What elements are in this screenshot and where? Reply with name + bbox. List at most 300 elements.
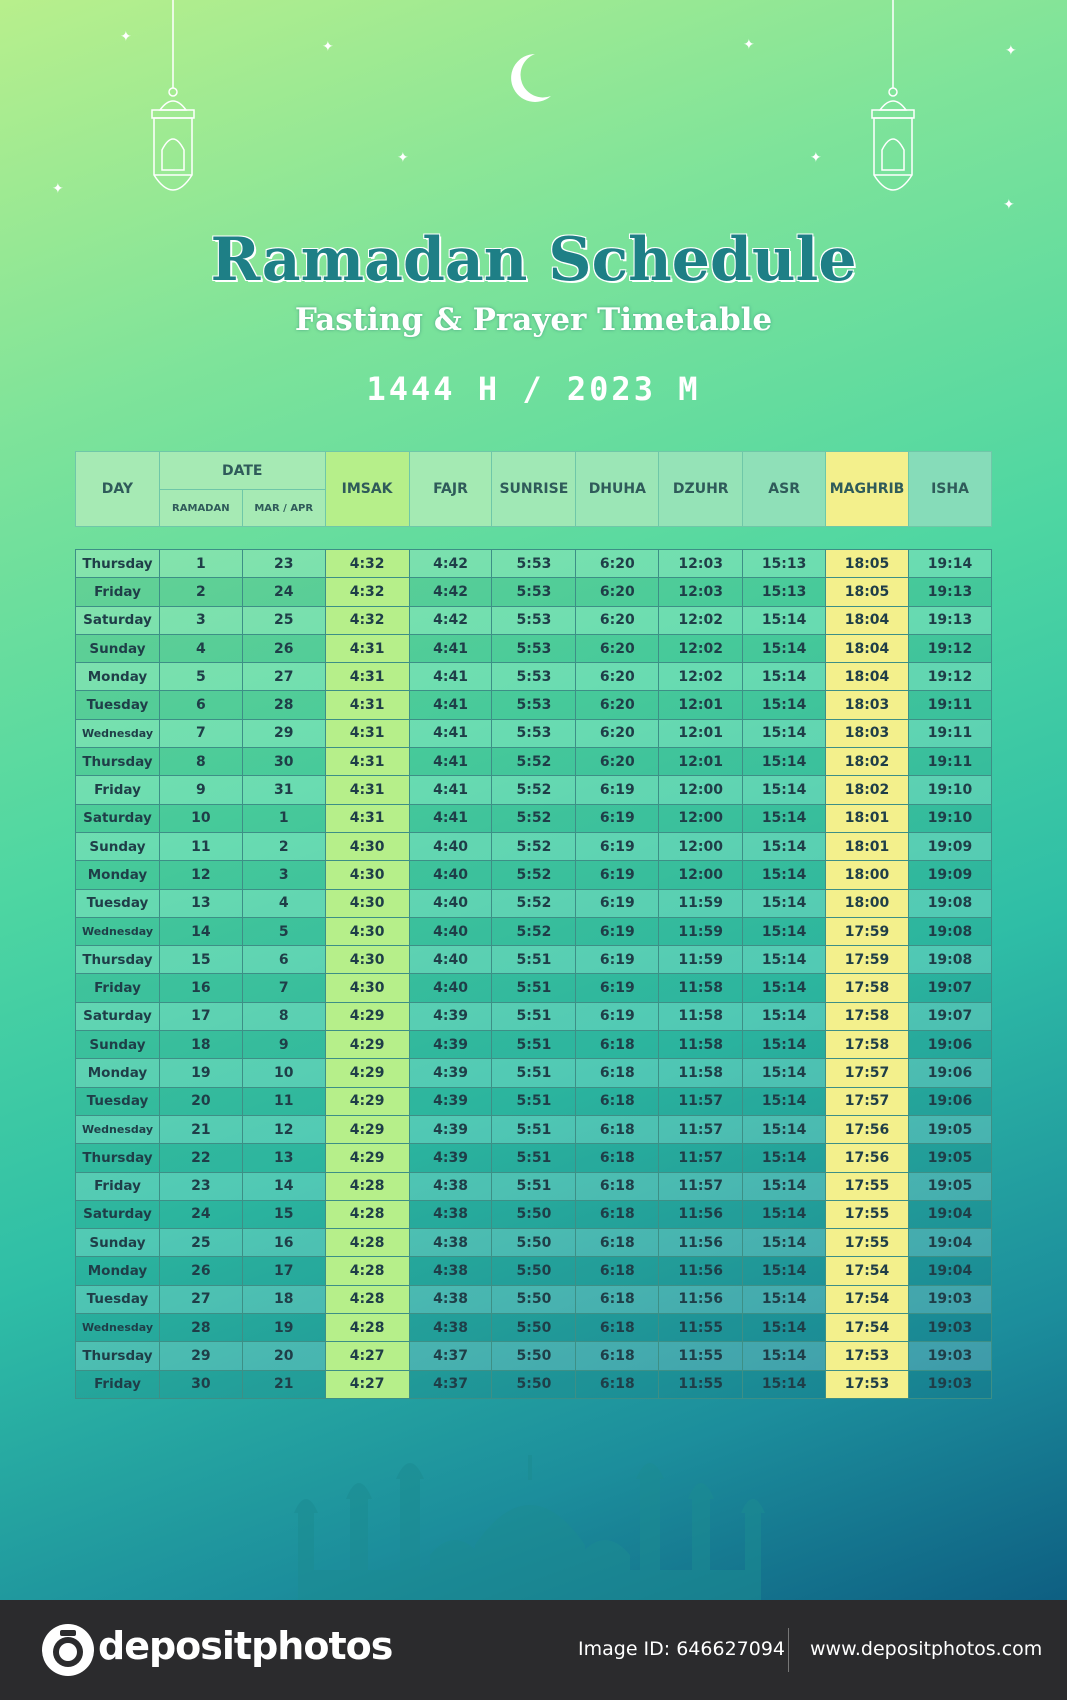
cell-dzuhr: 12:01 xyxy=(659,691,743,719)
cell-day: Friday xyxy=(76,1172,160,1200)
header-imsak: IMSAK xyxy=(325,452,409,527)
cell-day: Wednesday xyxy=(76,1115,160,1143)
cell-isha: 19:14 xyxy=(908,550,991,578)
cell-dzuhr: 11:58 xyxy=(659,1031,743,1059)
cell-isha: 19:04 xyxy=(908,1257,991,1285)
cell-date: 5 xyxy=(242,917,325,945)
cell-imsak: 4:29 xyxy=(325,1031,409,1059)
table-row xyxy=(76,1059,992,1087)
cell-ramadan: 6 xyxy=(159,691,242,719)
cell-sunrise: 5:50 xyxy=(492,1200,576,1228)
cell-date: 10 xyxy=(242,1059,325,1087)
cell-imsak: 4:29 xyxy=(325,1115,409,1143)
cell-imsak: 4:31 xyxy=(325,663,409,691)
cell-dzuhr: 11:57 xyxy=(659,1144,743,1172)
cell-date: 27 xyxy=(242,663,325,691)
cell-imsak: 4:32 xyxy=(325,578,409,606)
cell-fajr: 4:37 xyxy=(409,1370,492,1398)
cell-fajr: 4:42 xyxy=(409,550,492,578)
cell-maghrib: 17:58 xyxy=(826,974,909,1002)
cell-maghrib: 17:56 xyxy=(826,1144,909,1172)
cell-imsak: 4:30 xyxy=(325,917,409,945)
cell-isha: 19:03 xyxy=(908,1342,991,1370)
cell-maghrib: 18:04 xyxy=(826,606,909,634)
cell-imsak: 4:30 xyxy=(325,861,409,889)
cell-dhuha: 6:20 xyxy=(576,578,659,606)
cell-maghrib: 17:57 xyxy=(826,1087,909,1115)
cell-day: Wednesday xyxy=(76,917,160,945)
cell-imsak: 4:30 xyxy=(325,974,409,1002)
footer-divider xyxy=(788,1628,789,1672)
cell-ramadan: 13 xyxy=(159,889,242,917)
cell-ramadan: 17 xyxy=(159,1002,242,1030)
cell-asr: 15:14 xyxy=(743,1370,826,1398)
cell-fajr: 4:38 xyxy=(409,1172,492,1200)
cell-dhuha: 6:18 xyxy=(576,1370,659,1398)
table-row xyxy=(76,1229,992,1257)
cell-dhuha: 6:19 xyxy=(576,804,659,832)
cell-dzuhr: 11:59 xyxy=(659,889,743,917)
cell-day: Tuesday xyxy=(76,889,160,917)
cell-isha: 19:06 xyxy=(908,1059,991,1087)
cell-day: Saturday xyxy=(76,804,160,832)
cell-day: Tuesday xyxy=(76,1087,160,1115)
cell-isha: 19:11 xyxy=(908,719,991,747)
cell-day: Thursday xyxy=(76,1342,160,1370)
cell-imsak: 4:27 xyxy=(325,1370,409,1398)
cell-sunrise: 5:52 xyxy=(492,776,576,804)
cell-dhuha: 6:20 xyxy=(576,719,659,747)
cell-dhuha: 6:18 xyxy=(576,1229,659,1257)
cell-dzuhr: 12:03 xyxy=(659,578,743,606)
cell-ramadan: 12 xyxy=(159,861,242,889)
cell-dhuha: 6:19 xyxy=(576,1002,659,1030)
cell-imsak: 4:30 xyxy=(325,946,409,974)
cell-isha: 19:06 xyxy=(908,1031,991,1059)
cell-isha: 19:05 xyxy=(908,1115,991,1143)
cell-ramadan: 18 xyxy=(159,1031,242,1059)
cell-dzuhr: 12:01 xyxy=(659,719,743,747)
cell-dzuhr: 12:02 xyxy=(659,634,743,662)
cell-isha: 19:03 xyxy=(908,1370,991,1398)
cell-imsak: 4:28 xyxy=(325,1172,409,1200)
cell-isha: 19:08 xyxy=(908,889,991,917)
cell-isha: 19:04 xyxy=(908,1200,991,1228)
cell-maghrib: 17:59 xyxy=(826,917,909,945)
cell-maghrib: 18:03 xyxy=(826,691,909,719)
cell-maghrib: 18:01 xyxy=(826,832,909,860)
cell-day: Sunday xyxy=(76,634,160,662)
footer-image-id: Image ID: 646627094 xyxy=(578,1638,786,1660)
cell-dhuha: 6:18 xyxy=(576,1200,659,1228)
cell-dhuha: 6:18 xyxy=(576,1342,659,1370)
cell-asr: 15:14 xyxy=(743,1229,826,1257)
cell-dzuhr: 12:00 xyxy=(659,861,743,889)
cell-sunrise: 5:51 xyxy=(492,1087,576,1115)
cell-date: 7 xyxy=(242,974,325,1002)
cell-date: 17 xyxy=(242,1257,325,1285)
cell-dhuha: 6:19 xyxy=(576,776,659,804)
cell-sunrise: 5:53 xyxy=(492,578,576,606)
cell-asr: 15:14 xyxy=(743,832,826,860)
cell-sunrise: 5:53 xyxy=(492,691,576,719)
star-icon: ✦ xyxy=(120,29,132,45)
cell-imsak: 4:30 xyxy=(325,832,409,860)
cell-day: Monday xyxy=(76,1257,160,1285)
cell-dzuhr: 11:59 xyxy=(659,946,743,974)
table-row xyxy=(76,1370,992,1398)
cell-date: 29 xyxy=(242,719,325,747)
cell-fajr: 4:41 xyxy=(409,804,492,832)
cell-date: 20 xyxy=(242,1342,325,1370)
cell-maghrib: 17:53 xyxy=(826,1370,909,1398)
cell-maghrib: 18:05 xyxy=(826,578,909,606)
table-row xyxy=(76,1031,992,1059)
cell-ramadan: 26 xyxy=(159,1257,242,1285)
cell-asr: 15:14 xyxy=(743,663,826,691)
star-icon: ✦ xyxy=(52,181,64,197)
cell-dhuha: 6:20 xyxy=(576,550,659,578)
cell-maghrib: 17:57 xyxy=(826,1059,909,1087)
cell-dzuhr: 12:00 xyxy=(659,804,743,832)
table-row xyxy=(76,1285,992,1313)
cell-ramadan: 2 xyxy=(159,578,242,606)
table-row xyxy=(76,917,992,945)
cell-asr: 15:14 xyxy=(743,634,826,662)
cell-sunrise: 5:51 xyxy=(492,1144,576,1172)
cell-maghrib: 17:54 xyxy=(826,1285,909,1313)
cell-dhuha: 6:20 xyxy=(576,634,659,662)
cell-ramadan: 10 xyxy=(159,804,242,832)
table-row xyxy=(76,1314,992,1342)
cell-maghrib: 17:53 xyxy=(826,1342,909,1370)
cell-sunrise: 5:50 xyxy=(492,1314,576,1342)
cell-dzuhr: 12:00 xyxy=(659,832,743,860)
cell-isha: 19:08 xyxy=(908,946,991,974)
cell-maghrib: 18:01 xyxy=(826,804,909,832)
table-row xyxy=(76,1172,992,1200)
cell-imsak: 4:31 xyxy=(325,719,409,747)
cell-sunrise: 5:53 xyxy=(492,634,576,662)
cell-maghrib: 18:04 xyxy=(826,663,909,691)
cell-fajr: 4:38 xyxy=(409,1257,492,1285)
cell-asr: 15:14 xyxy=(743,719,826,747)
cell-dhuha: 6:18 xyxy=(576,1115,659,1143)
footer-brand: depositphotos xyxy=(98,1624,393,1668)
cell-sunrise: 5:51 xyxy=(492,1172,576,1200)
cell-isha: 19:07 xyxy=(908,974,991,1002)
cell-isha: 19:05 xyxy=(908,1172,991,1200)
cell-asr: 15:14 xyxy=(743,1002,826,1030)
header-day: DAY xyxy=(76,452,160,527)
lantern-icon xyxy=(860,0,926,210)
table-row xyxy=(76,1087,992,1115)
cell-dhuha: 6:18 xyxy=(576,1087,659,1115)
table-row xyxy=(76,748,992,776)
cell-asr: 15:14 xyxy=(743,974,826,1002)
cell-ramadan: 22 xyxy=(159,1144,242,1172)
cell-imsak: 4:28 xyxy=(325,1257,409,1285)
cell-dzuhr: 11:58 xyxy=(659,974,743,1002)
cell-dhuha: 6:18 xyxy=(576,1285,659,1313)
cell-maghrib: 17:56 xyxy=(826,1115,909,1143)
cell-fajr: 4:39 xyxy=(409,1115,492,1143)
cell-fajr: 4:41 xyxy=(409,634,492,662)
cell-isha: 19:13 xyxy=(908,606,991,634)
cell-sunrise: 5:52 xyxy=(492,832,576,860)
cell-asr: 15:14 xyxy=(743,691,826,719)
cell-imsak: 4:31 xyxy=(325,634,409,662)
mosque-silhouette-icon xyxy=(290,1455,770,1600)
cell-imsak: 4:31 xyxy=(325,804,409,832)
cell-ramadan: 3 xyxy=(159,606,242,634)
cell-day: Thursday xyxy=(76,946,160,974)
cell-maghrib: 17:59 xyxy=(826,946,909,974)
cell-fajr: 4:37 xyxy=(409,1342,492,1370)
cell-fajr: 4:39 xyxy=(409,1144,492,1172)
cell-dzuhr: 11:55 xyxy=(659,1342,743,1370)
cell-fajr: 4:41 xyxy=(409,748,492,776)
cell-isha: 19:09 xyxy=(908,832,991,860)
cell-dzuhr: 11:56 xyxy=(659,1200,743,1228)
cell-imsak: 4:29 xyxy=(325,1059,409,1087)
header-isha: ISHA xyxy=(909,452,992,527)
cell-imsak: 4:29 xyxy=(325,1087,409,1115)
cell-dhuha: 6:18 xyxy=(576,1031,659,1059)
cell-date: 24 xyxy=(242,578,325,606)
cell-isha: 19:11 xyxy=(908,691,991,719)
cell-ramadan: 14 xyxy=(159,917,242,945)
cell-asr: 15:14 xyxy=(743,1059,826,1087)
cell-dhuha: 6:20 xyxy=(576,748,659,776)
table-row xyxy=(76,1200,992,1228)
cell-fajr: 4:39 xyxy=(409,1031,492,1059)
cell-maghrib: 18:00 xyxy=(826,889,909,917)
cell-sunrise: 5:52 xyxy=(492,861,576,889)
cell-maghrib: 18:00 xyxy=(826,861,909,889)
cell-asr: 15:14 xyxy=(743,1087,826,1115)
table-row xyxy=(76,1115,992,1143)
star-icon: ✦ xyxy=(810,150,822,166)
cell-fajr: 4:38 xyxy=(409,1285,492,1313)
cell-isha: 19:12 xyxy=(908,634,991,662)
cell-sunrise: 5:53 xyxy=(492,719,576,747)
cell-fajr: 4:38 xyxy=(409,1200,492,1228)
cell-isha: 19:03 xyxy=(908,1314,991,1342)
cell-dhuha: 6:19 xyxy=(576,832,659,860)
cell-date: 30 xyxy=(242,748,325,776)
cell-sunrise: 5:52 xyxy=(492,804,576,832)
camera-logo-icon xyxy=(40,1622,96,1678)
header-fajr: FAJR xyxy=(409,452,492,527)
table-row xyxy=(76,946,992,974)
cell-dzuhr: 11:58 xyxy=(659,1059,743,1087)
cell-asr: 15:14 xyxy=(743,606,826,634)
cell-day: Thursday xyxy=(76,550,160,578)
cell-dhuha: 6:18 xyxy=(576,1172,659,1200)
cell-fajr: 4:40 xyxy=(409,889,492,917)
cell-day: Monday xyxy=(76,861,160,889)
header-ramadan: RAMADAN xyxy=(159,490,242,527)
table-row xyxy=(76,889,992,917)
cell-fajr: 4:42 xyxy=(409,578,492,606)
cell-ramadan: 29 xyxy=(159,1342,242,1370)
cell-date: 28 xyxy=(242,691,325,719)
cell-imsak: 4:27 xyxy=(325,1342,409,1370)
cell-date: 8 xyxy=(242,1002,325,1030)
cell-sunrise: 5:51 xyxy=(492,1031,576,1059)
table-row xyxy=(76,832,992,860)
cell-maghrib: 18:05 xyxy=(826,550,909,578)
cell-day: Saturday xyxy=(76,1002,160,1030)
cell-day: Saturday xyxy=(76,606,160,634)
cell-maghrib: 17:54 xyxy=(826,1257,909,1285)
cell-sunrise: 5:50 xyxy=(492,1370,576,1398)
cell-date: 11 xyxy=(242,1087,325,1115)
cell-day: Tuesday xyxy=(76,691,160,719)
table-row xyxy=(76,1342,992,1370)
star-icon: ✦ xyxy=(1005,43,1017,59)
cell-date: 1 xyxy=(242,804,325,832)
cell-sunrise: 5:52 xyxy=(492,917,576,945)
cell-ramadan: 16 xyxy=(159,974,242,1002)
cell-fajr: 4:42 xyxy=(409,606,492,634)
cell-asr: 15:14 xyxy=(743,889,826,917)
cell-ramadan: 8 xyxy=(159,748,242,776)
cell-date: 16 xyxy=(242,1229,325,1257)
cell-day: Thursday xyxy=(76,748,160,776)
cell-imsak: 4:32 xyxy=(325,550,409,578)
cell-fajr: 4:41 xyxy=(409,691,492,719)
footer-site-link[interactable]: www.depositphotos.com xyxy=(810,1638,1043,1660)
cell-ramadan: 23 xyxy=(159,1172,242,1200)
cell-date: 23 xyxy=(242,550,325,578)
cell-maghrib: 18:03 xyxy=(826,719,909,747)
cell-imsak: 4:29 xyxy=(325,1144,409,1172)
star-icon: ✦ xyxy=(1003,197,1015,213)
cell-imsak: 4:30 xyxy=(325,889,409,917)
page-title: Ramadan Schedule xyxy=(210,225,857,295)
cell-maghrib: 18:02 xyxy=(826,776,909,804)
cell-sunrise: 5:51 xyxy=(492,946,576,974)
cell-dzuhr: 12:03 xyxy=(659,550,743,578)
table-row xyxy=(76,578,992,606)
header-sunrise: SUNRISE xyxy=(492,452,576,527)
star-icon: ✦ xyxy=(743,37,755,53)
table-row xyxy=(76,1257,992,1285)
cell-day: Thursday xyxy=(76,1144,160,1172)
cell-imsak: 4:28 xyxy=(325,1285,409,1313)
cell-isha: 19:09 xyxy=(908,861,991,889)
cell-fajr: 4:40 xyxy=(409,917,492,945)
cell-dzuhr: 11:57 xyxy=(659,1115,743,1143)
cell-day: Wednesday xyxy=(76,719,160,747)
cell-date: 25 xyxy=(242,606,325,634)
header-dhuha: DHUHA xyxy=(576,452,659,527)
cell-ramadan: 28 xyxy=(159,1314,242,1342)
cell-dhuha: 6:19 xyxy=(576,946,659,974)
cell-fajr: 4:39 xyxy=(409,1087,492,1115)
cell-date: 18 xyxy=(242,1285,325,1313)
footer-bar xyxy=(0,1600,1067,1700)
cell-day: Sunday xyxy=(76,1031,160,1059)
header-mar-apr: MAR / APR xyxy=(242,490,325,527)
cell-fajr: 4:40 xyxy=(409,832,492,860)
table-row xyxy=(76,1144,992,1172)
cell-date: 4 xyxy=(242,889,325,917)
cell-fajr: 4:38 xyxy=(409,1229,492,1257)
cell-fajr: 4:39 xyxy=(409,1002,492,1030)
cell-imsak: 4:28 xyxy=(325,1229,409,1257)
cell-dhuha: 6:19 xyxy=(576,917,659,945)
cell-asr: 15:14 xyxy=(743,1144,826,1172)
cell-isha: 19:13 xyxy=(908,578,991,606)
table-row xyxy=(76,974,992,1002)
cell-isha: 19:03 xyxy=(908,1285,991,1313)
cell-imsak: 4:28 xyxy=(325,1314,409,1342)
cell-date: 31 xyxy=(242,776,325,804)
cell-day: Friday xyxy=(76,974,160,1002)
cell-date: 12 xyxy=(242,1115,325,1143)
cell-fajr: 4:40 xyxy=(409,861,492,889)
year-label: 1444 H / 2023 M xyxy=(366,370,701,408)
cell-asr: 15:14 xyxy=(743,1031,826,1059)
cell-imsak: 4:29 xyxy=(325,1002,409,1030)
table-row xyxy=(76,776,992,804)
table-row xyxy=(76,1002,992,1030)
cell-dzuhr: 11:55 xyxy=(659,1314,743,1342)
cell-isha: 19:10 xyxy=(908,776,991,804)
cell-maghrib: 17:54 xyxy=(826,1314,909,1342)
schedule-table xyxy=(75,549,992,1399)
cell-fajr: 4:41 xyxy=(409,719,492,747)
cell-dzuhr: 11:59 xyxy=(659,917,743,945)
cell-ramadan: 30 xyxy=(159,1370,242,1398)
cell-date: 6 xyxy=(242,946,325,974)
cell-isha: 19:05 xyxy=(908,1144,991,1172)
cell-dhuha: 6:18 xyxy=(576,1314,659,1342)
cell-dzuhr: 12:00 xyxy=(659,776,743,804)
cell-asr: 15:13 xyxy=(743,578,826,606)
table-row xyxy=(76,634,992,662)
cell-isha: 19:11 xyxy=(908,748,991,776)
cell-maghrib: 17:55 xyxy=(826,1229,909,1257)
cell-day: Tuesday xyxy=(76,1285,160,1313)
cell-ramadan: 5 xyxy=(159,663,242,691)
cell-dzuhr: 11:58 xyxy=(659,1002,743,1030)
star-icon: ✦ xyxy=(397,150,409,166)
cell-day: Sunday xyxy=(76,1229,160,1257)
cell-dzuhr: 12:01 xyxy=(659,748,743,776)
cell-imsak: 4:31 xyxy=(325,776,409,804)
cell-dzuhr: 11:56 xyxy=(659,1285,743,1313)
cell-ramadan: 15 xyxy=(159,946,242,974)
cell-day: Saturday xyxy=(76,1200,160,1228)
table-row xyxy=(76,691,992,719)
cell-ramadan: 4 xyxy=(159,634,242,662)
cell-dzuhr: 11:55 xyxy=(659,1370,743,1398)
cell-ramadan: 20 xyxy=(159,1087,242,1115)
cell-maghrib: 17:55 xyxy=(826,1200,909,1228)
table-row xyxy=(76,861,992,889)
header-date: DATE xyxy=(159,452,325,490)
cell-asr: 15:14 xyxy=(743,946,826,974)
cell-imsak: 4:31 xyxy=(325,691,409,719)
cell-dhuha: 6:18 xyxy=(576,1257,659,1285)
cell-dzuhr: 11:57 xyxy=(659,1172,743,1200)
cell-maghrib: 17:55 xyxy=(826,1172,909,1200)
table-row xyxy=(76,804,992,832)
